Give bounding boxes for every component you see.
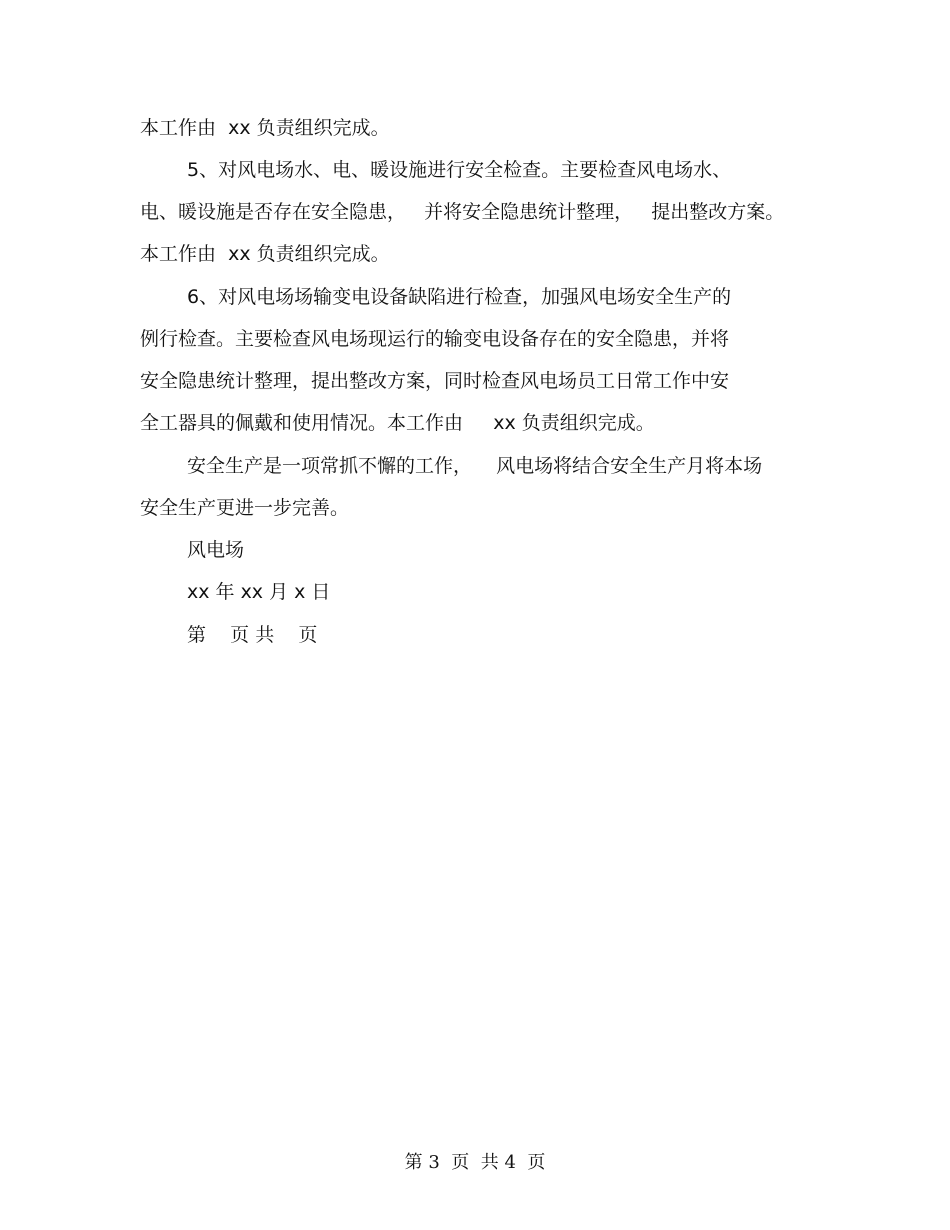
- text-line: 安全隐患统计整理，提出整改方案，同时检查风电场员工日常工作中安: [140, 370, 730, 392]
- page-number-footer: 第 3 页 共 4 页: [404, 1152, 546, 1173]
- text-line: 安全生产更进一步完善。: [140, 497, 350, 519]
- text-line: 全工器具的佩戴和使用情况。本工作由 xx 负责组织完成。: [140, 412, 655, 434]
- text-line: 例行检查。主要检查风电场现运行的输变电设备存在的安全隐患，并将: [140, 328, 730, 350]
- text-line: 5、对风电场水、电、暖设施进行安全检查。主要检查风电场水、: [187, 159, 732, 181]
- inline-page-label: 第 页 共 页: [187, 624, 318, 646]
- text-line: 安全生产是一项常抓不懈的工作， 风电场将结合安全生产月将本场: [187, 455, 763, 477]
- text-line: 本工作由 xx 负责组织完成。: [140, 243, 390, 265]
- text-line: 电、暖设施是否存在安全隐患， 并将安全隐患统计整理， 提出整改方案。: [140, 201, 785, 223]
- signature-date: xx 年 xx 月 x 日: [187, 581, 331, 603]
- text-line: 本工作由 xx 负责组织完成。: [140, 117, 390, 139]
- text-line: 6、对风电场场输变电设备缺陷进行检查，加强风电场安全生产的: [187, 286, 732, 308]
- signature-org: 风电场: [187, 539, 245, 561]
